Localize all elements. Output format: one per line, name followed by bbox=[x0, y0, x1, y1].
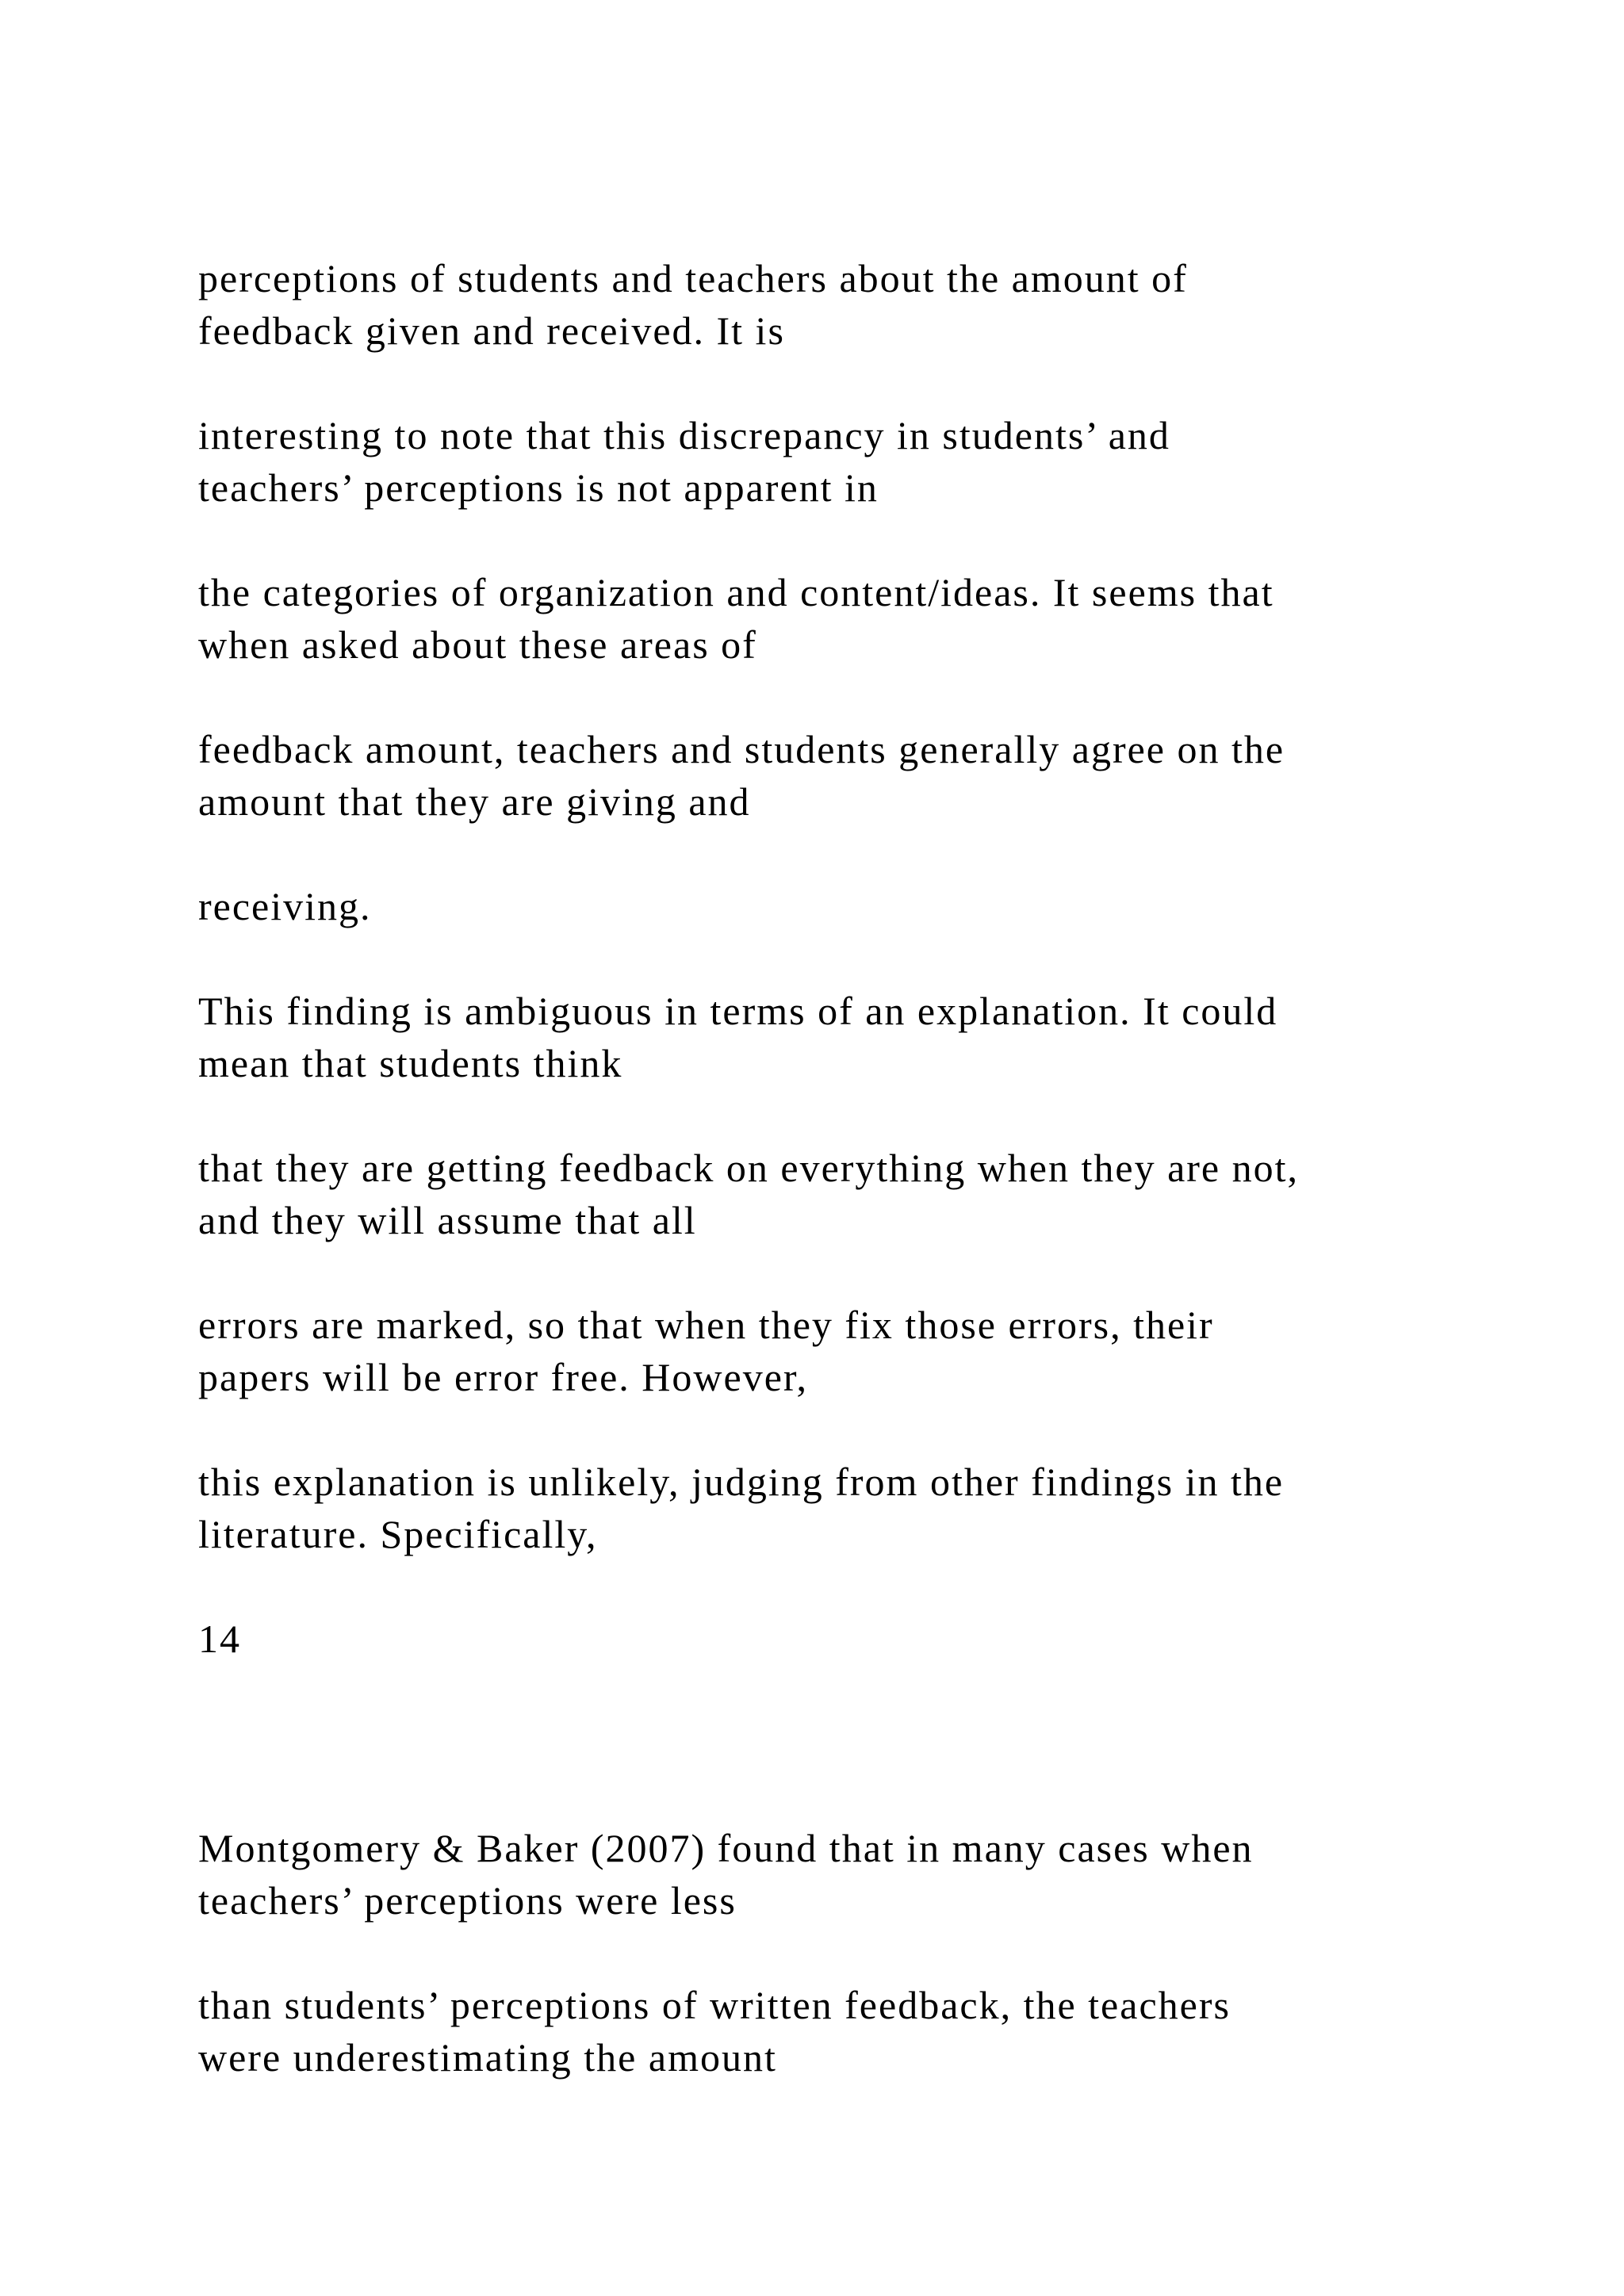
paragraph bbox=[198, 252, 1546, 357]
text-line: This finding is ambiguous in terms of an explanation. It could bbox=[198, 989, 1278, 1033]
text-line: amount that they are giving and bbox=[198, 779, 751, 824]
paragraph bbox=[198, 1456, 1546, 1560]
text-line: and they will assume that all bbox=[198, 1198, 697, 1242]
text-line: Montgomery & Baker (2007) found that in many cases when bbox=[198, 1826, 1254, 1870]
text-line: teachers’ perceptions were less bbox=[198, 1878, 737, 1923]
text-line: that they are getting feedback on everything when they are not, bbox=[198, 1146, 1300, 1190]
text-line: than students’ perceptions of written feedback, the teachers bbox=[198, 1983, 1231, 2027]
paragraph bbox=[198, 880, 1546, 932]
text-line: feedback given and received. It is bbox=[198, 308, 785, 353]
paragraph bbox=[198, 985, 1546, 1089]
text-line: feedback amount, teachers and students generally agree on the bbox=[198, 727, 1285, 771]
text-line: interesting to note that this discrepancy in students’ and bbox=[198, 413, 1170, 457]
text-line: receiving. bbox=[198, 884, 372, 928]
text-line: mean that students think bbox=[198, 1041, 623, 1085]
paragraph bbox=[198, 566, 1546, 671]
text-line: the categories of organization and content/ideas. It seems that bbox=[198, 570, 1274, 614]
paragraph bbox=[198, 1142, 1546, 1246]
paragraph bbox=[198, 409, 1546, 514]
text-line: were underestimating the amount bbox=[198, 2035, 777, 2080]
text-line: when asked about these areas of bbox=[198, 622, 757, 667]
page-number bbox=[198, 1613, 1546, 1665]
text-line: literature. Specifically, bbox=[198, 1512, 598, 1556]
text-line: 14 bbox=[198, 1617, 241, 1661]
text-line: teachers’ perceptions is not apparent in bbox=[198, 465, 879, 510]
paragraph bbox=[198, 723, 1546, 828]
text-line: this explanation is unlikely, judging from other findings in the bbox=[198, 1460, 1285, 1504]
text-line: perceptions of students and teachers about the amount of bbox=[198, 256, 1188, 300]
paragraph bbox=[198, 1979, 1546, 2084]
text-line: papers will be error free. However, bbox=[198, 1355, 809, 1399]
paragraph bbox=[198, 1822, 1546, 1927]
paragraph bbox=[198, 1299, 1546, 1403]
text-line: errors are marked, so that when they fix those errors, their bbox=[198, 1303, 1214, 1347]
